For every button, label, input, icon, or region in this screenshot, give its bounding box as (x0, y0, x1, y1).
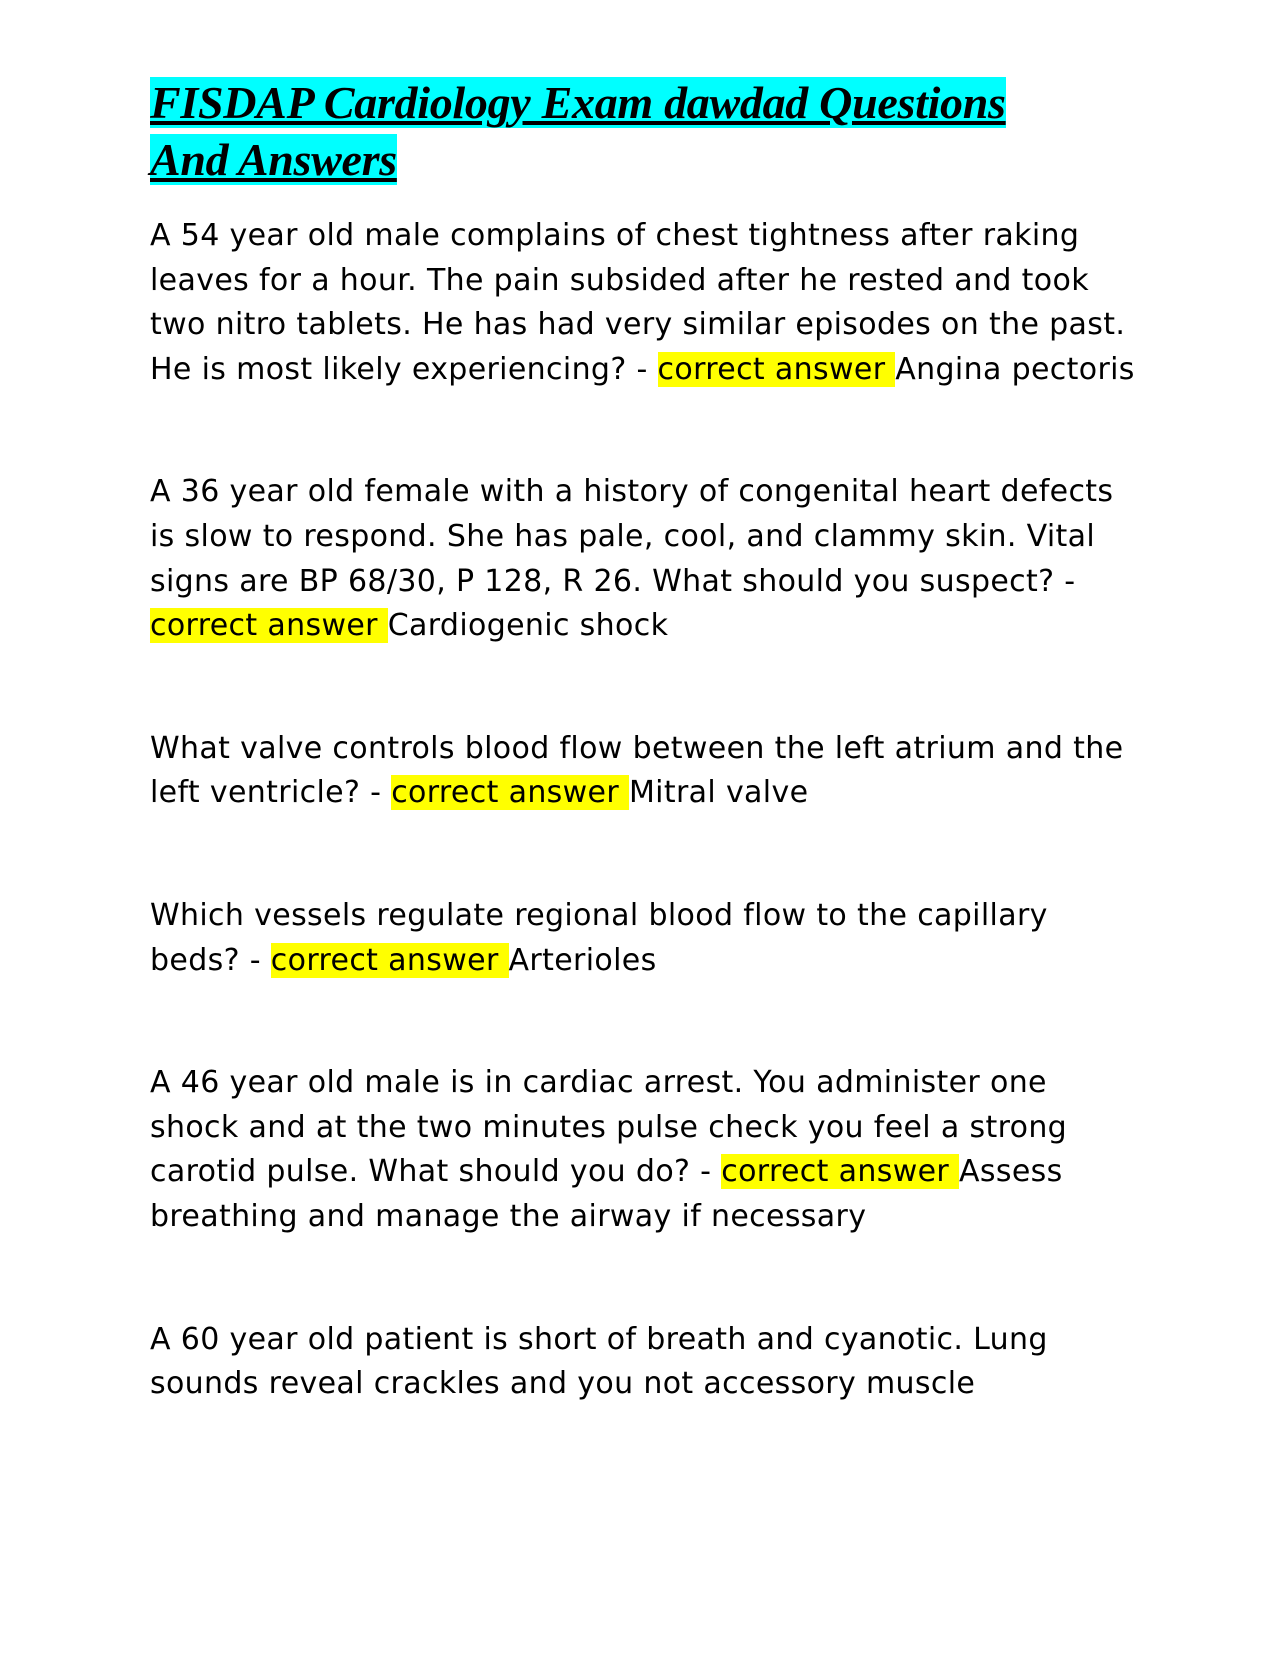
document-title (150, 74, 1140, 188)
question-text: A 46 year old male is in cardiac arrest. You administer one shock and at the two minutes pulse check you feel a strong carotid pulse. What should you do? - (150, 1065, 1068, 1190)
answer-label: correct answer (391, 775, 629, 811)
answer-label: correct answer (657, 351, 896, 387)
question-text: What valve controls blood flow between the left atrium and the left ventricle? - (150, 730, 1124, 811)
qa-item-2 (150, 470, 1140, 648)
qa-item-4 (150, 894, 1140, 983)
title-line-1: FISDAP Cardiology Exam dawdad Questions (150, 77, 1006, 128)
answer-text: Angina pectoris (895, 351, 1135, 387)
answer-text: Arterioles (508, 942, 657, 978)
document-page (150, 74, 1140, 1407)
answer-text: Mitral valve (628, 775, 809, 811)
answer-text: Cardiogenic shock (387, 608, 669, 644)
question-text: Which vessels regulate regional blood flow to the capillary beds? - (150, 897, 1048, 978)
question-text: A 36 year old female with a history of congenital heart defects is slow to respond. She has pale, cool, and clammy skin. Vital signs are BP 68/30, P 128, R 26. What should you suspect? - (150, 474, 1114, 599)
qa-item-3 (150, 727, 1140, 816)
qa-item-5 (150, 1061, 1140, 1239)
question-text: A 60 year old patient is short of breath and cyanotic. Lung sounds reveal crackles and you not accessory muscle (150, 1321, 1048, 1402)
title-line-2: And Answers (150, 134, 397, 185)
qa-item-6 (150, 1318, 1140, 1407)
question-text: A 54 year old male complains of chest tightness after raking leaves for a hour. The pain subsided after he rested and took two nitro tablets. He has had very similar episodes on the past. He is most likely experiencing? - (150, 218, 1126, 387)
qa-item-1 (150, 214, 1140, 392)
answer-label: correct answer (270, 942, 509, 978)
answer-label: correct answer (721, 1154, 959, 1190)
answer-text: Assess breathing and manage the airway if necessary (150, 1154, 1063, 1234)
answer-label: correct answer (150, 608, 388, 644)
